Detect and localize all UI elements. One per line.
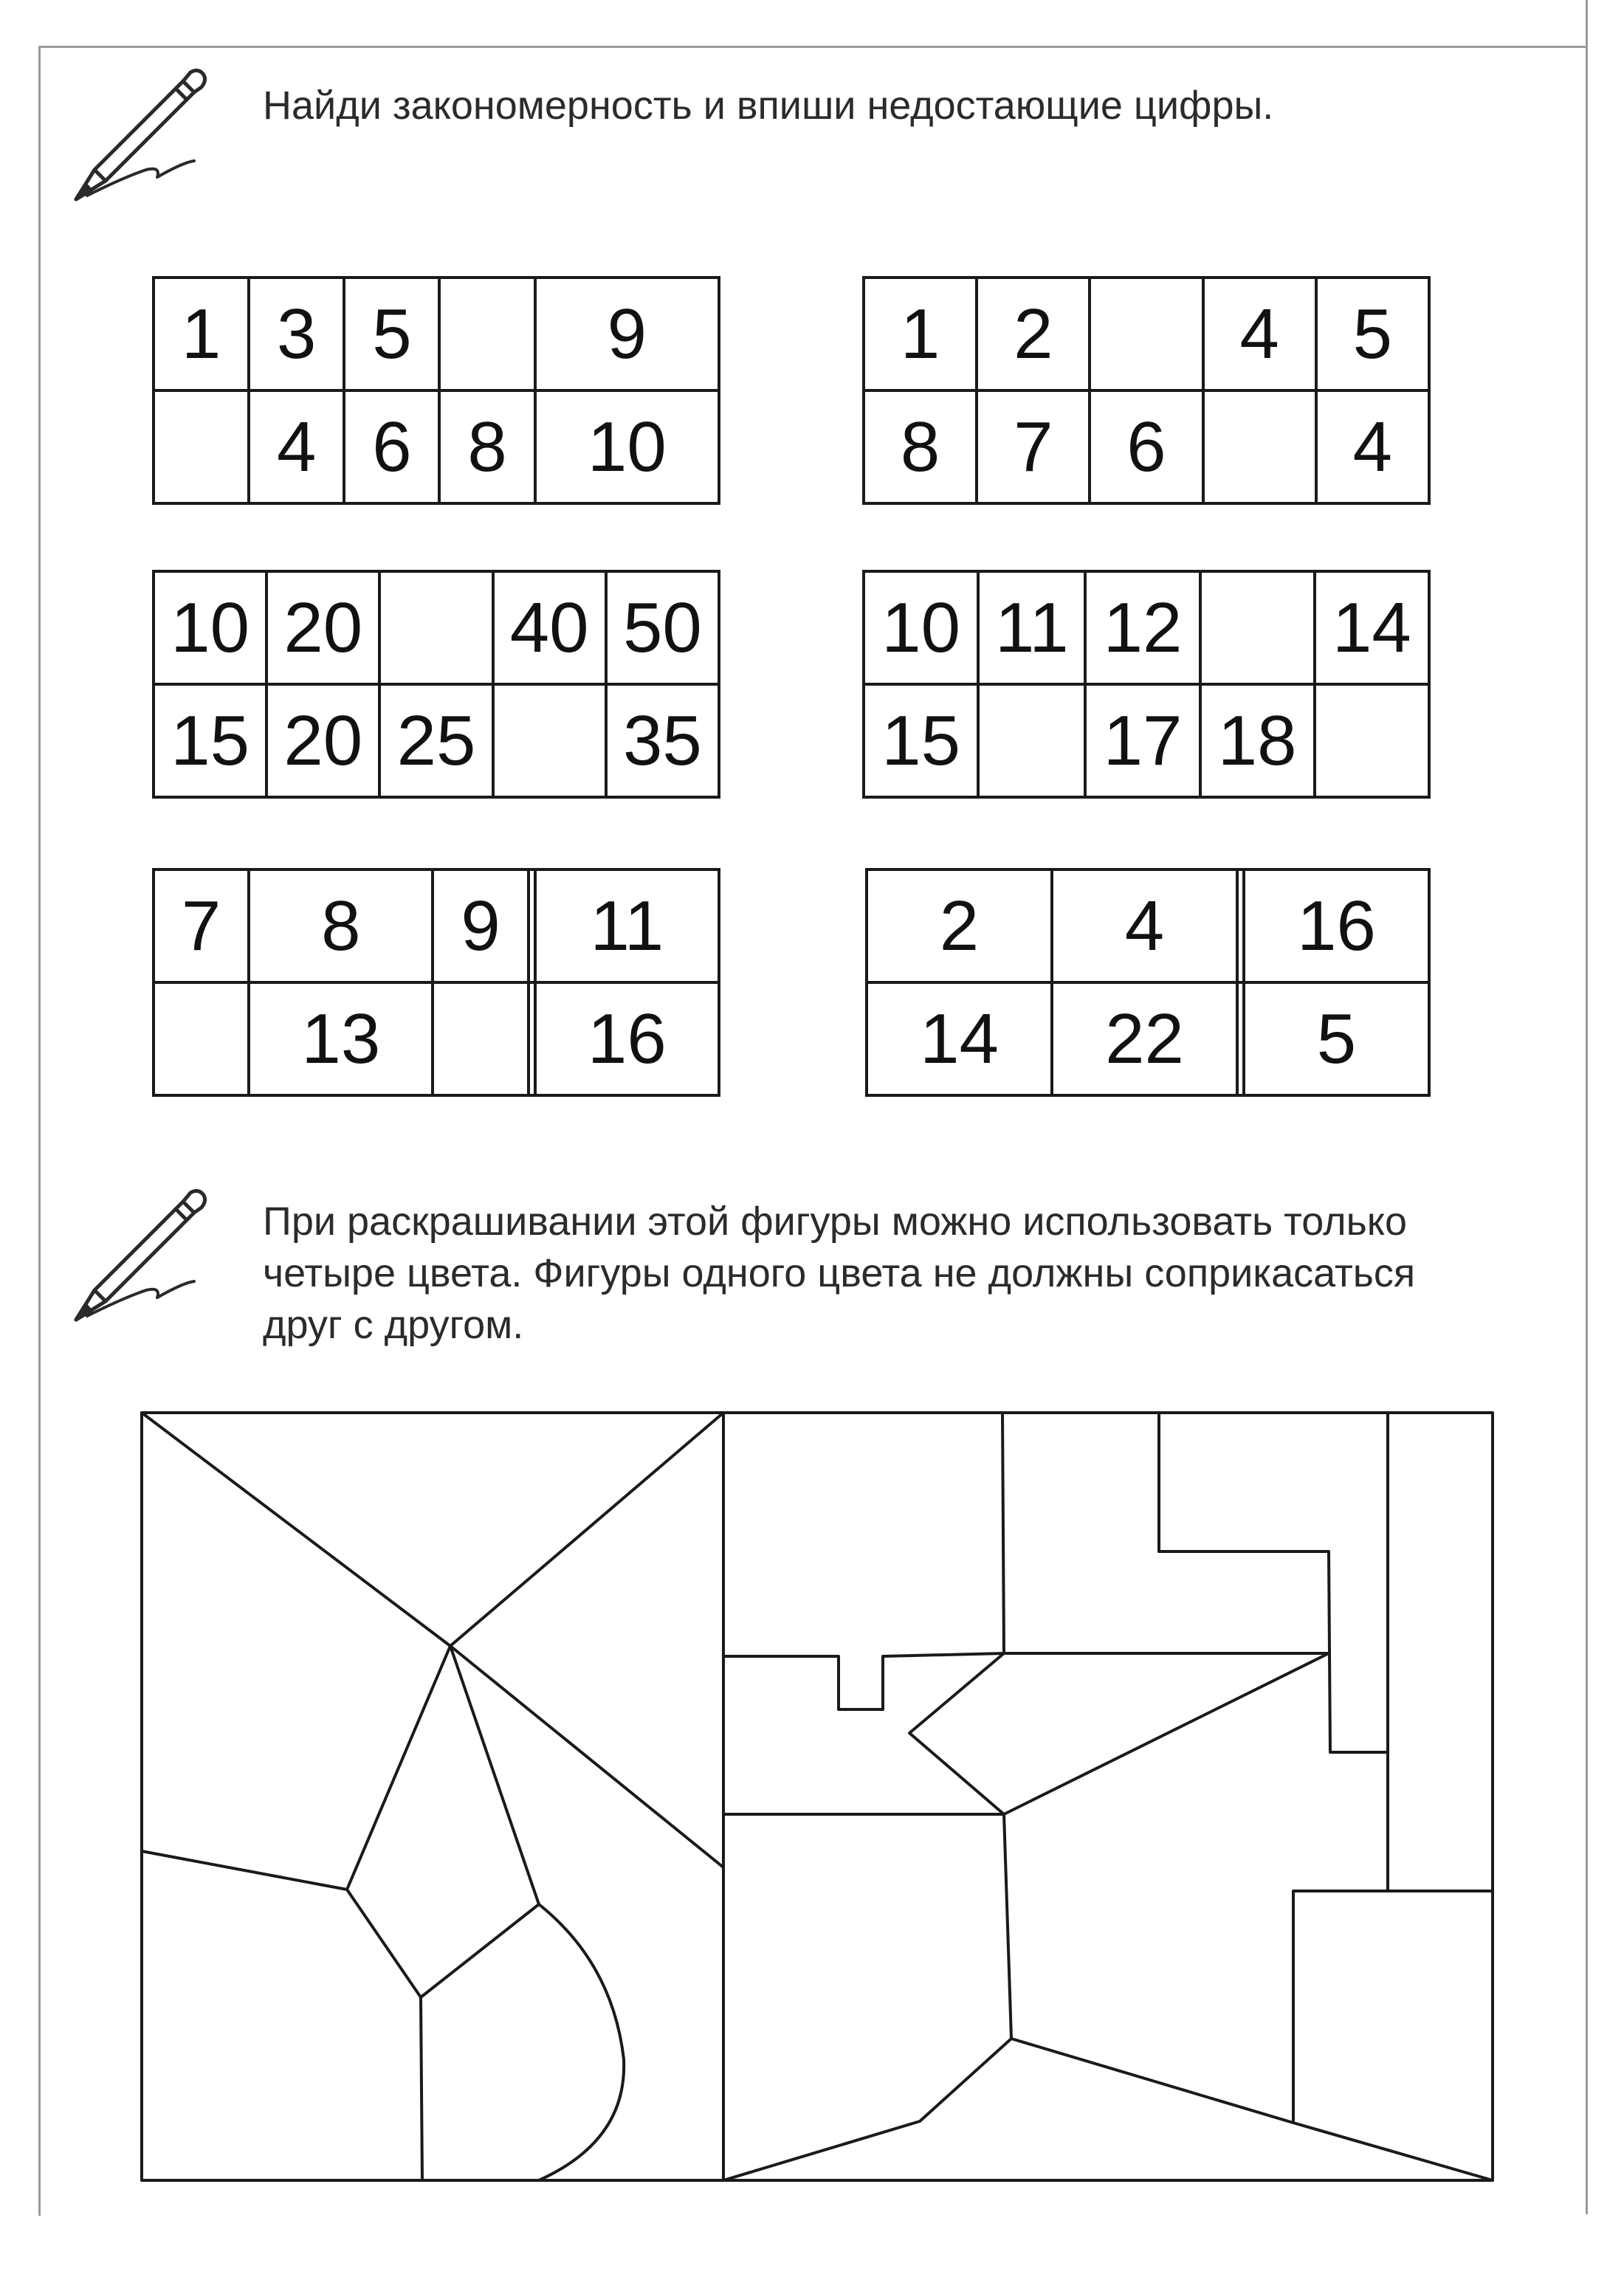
number-cell: 15 (864, 684, 978, 797)
number-cell: 11 (978, 571, 1085, 684)
empty-answer-cell[interactable] (433, 982, 528, 1095)
empty-answer-cell[interactable] (529, 869, 535, 982)
number-cell: 8 (249, 869, 433, 982)
number-cell: 16 (535, 982, 719, 1095)
number-cell: 15 (154, 684, 266, 797)
puzzle-row (864, 278, 1429, 390)
number-cell: 14 (1315, 571, 1429, 684)
number-cell: 4 (249, 390, 344, 503)
page-border-left (38, 46, 41, 2216)
empty-answer-cell[interactable] (978, 684, 1085, 797)
pencil-icon (65, 59, 213, 207)
puzzle-row (154, 390, 719, 503)
empty-answer-cell[interactable] (439, 278, 534, 390)
number-puzzle-6 (865, 868, 1431, 1097)
empty-answer-cell[interactable] (154, 982, 249, 1095)
page-border-top (38, 46, 1587, 48)
region-edge (1002, 1413, 1004, 1653)
number-cell: 5 (1244, 982, 1429, 1095)
number-cell: 10 (154, 571, 266, 684)
task2-instruction-line-2: четыре цвета. Фигуры одного цвета не должны соприкасаться (263, 1251, 1416, 1295)
number-cell: 5 (1316, 278, 1429, 390)
empty-answer-cell[interactable] (1203, 390, 1316, 503)
task2-instruction-line-1: При раскрашивании этой фигуры можно использовать только (263, 1199, 1408, 1244)
empty-answer-cell[interactable] (1200, 571, 1315, 684)
region-edge (909, 1653, 1004, 1814)
puzzle-row (864, 684, 1429, 797)
puzzle-row (154, 684, 719, 797)
empty-answer-cell[interactable] (529, 982, 535, 1095)
number-cell: 7 (977, 390, 1090, 503)
empty-answer-cell[interactable] (1237, 982, 1244, 1095)
empty-answer-cell[interactable] (1090, 278, 1202, 390)
number-puzzle-1 (152, 276, 720, 505)
region-edge (421, 1997, 422, 2180)
number-cell: 4 (1203, 278, 1316, 390)
number-cell: 18 (1200, 684, 1315, 797)
number-cell: 12 (1085, 571, 1200, 684)
puzzle-row (154, 571, 719, 684)
figure-outer-border (142, 1413, 1493, 2180)
number-cell: 16 (1244, 869, 1429, 982)
puzzle-row (154, 869, 719, 982)
number-cell: 14 (867, 982, 1052, 1095)
number-cell: 4 (1052, 869, 1237, 982)
puzzle-row (864, 571, 1429, 684)
region-edge (1004, 1653, 1329, 1814)
region-edge (450, 1646, 723, 1867)
number-puzzle-2 (862, 276, 1431, 505)
task1-instruction: Найди закономерность и впиши недостающие цифры. (263, 83, 1274, 128)
region-edge (723, 2039, 1493, 2180)
number-cell: 1 (864, 278, 977, 390)
number-puzzle-4 (862, 570, 1431, 799)
puzzle-row (864, 390, 1429, 503)
number-cell: 10 (864, 571, 978, 684)
number-cell: 10 (535, 390, 719, 503)
number-cell: 25 (379, 684, 492, 797)
number-cell: 9 (535, 278, 719, 390)
empty-answer-cell[interactable] (1315, 684, 1429, 797)
number-cell: 11 (535, 869, 719, 982)
task2-instruction-line-3: друг с другом. (263, 1303, 524, 1347)
pencil-icon (65, 1179, 213, 1327)
number-cell: 6 (1090, 390, 1202, 503)
number-cell: 5 (344, 278, 439, 390)
page-border-right (1586, 0, 1588, 2214)
puzzle-row (867, 869, 1429, 982)
number-cell: 2 (867, 869, 1052, 982)
region-edge (142, 1413, 723, 1646)
empty-answer-cell[interactable] (1237, 869, 1244, 982)
number-cell: 8 (864, 390, 977, 503)
number-cell: 7 (154, 869, 249, 982)
number-cell: 6 (344, 390, 439, 503)
number-cell: 22 (1052, 982, 1237, 1095)
number-cell: 4 (1316, 390, 1429, 503)
puzzle-row (154, 982, 719, 1095)
number-cell: 35 (606, 684, 719, 797)
number-puzzle-3 (152, 570, 720, 799)
puzzle-row (154, 278, 719, 390)
region-edge (1159, 1413, 1388, 1752)
empty-answer-cell[interactable] (493, 684, 606, 797)
region-edge (1293, 1891, 1493, 2123)
number-cell: 1 (154, 278, 249, 390)
number-cell: 3 (249, 278, 344, 390)
empty-answer-cell[interactable] (154, 390, 249, 503)
empty-answer-cell[interactable] (379, 571, 492, 684)
region-edge (723, 1653, 1329, 1709)
number-cell: 9 (433, 869, 528, 982)
puzzle-row (867, 982, 1429, 1095)
region-edge (142, 1646, 450, 1890)
four-color-map-figure (137, 1408, 1503, 2183)
region-edge (539, 1904, 624, 2180)
region-edge (1004, 1814, 1011, 2039)
number-cell: 40 (493, 571, 606, 684)
number-cell: 8 (439, 390, 534, 503)
number-cell: 2 (977, 278, 1090, 390)
number-cell: 50 (606, 571, 719, 684)
number-cell: 17 (1085, 684, 1200, 797)
number-cell: 13 (249, 982, 433, 1095)
number-cell: 20 (266, 571, 379, 684)
number-cell: 20 (266, 684, 379, 797)
number-puzzle-5 (152, 868, 720, 1097)
